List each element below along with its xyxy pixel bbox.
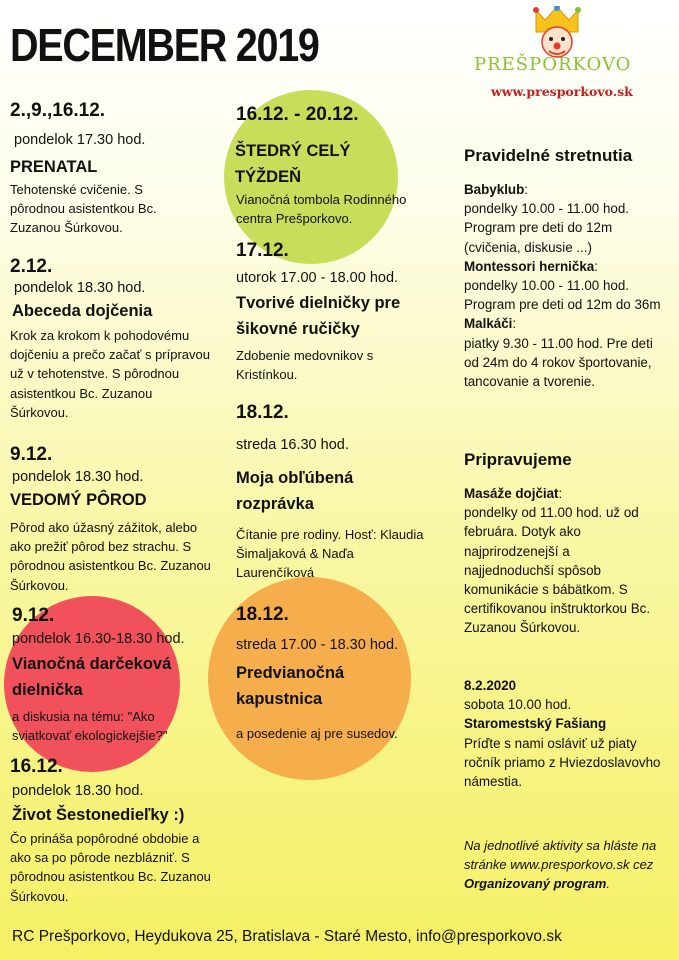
malkaci-label: Malkáči (464, 316, 513, 332)
event-date: 9.12. (10, 444, 53, 465)
event-description: Vianočná tombola Rodinného centra Prešporkovo. (236, 192, 407, 227)
event-heading: ŠTEDRÝ CELÝ TÝŽDEŇ (235, 142, 351, 186)
masaze-text: pondelky od 11.00 hod. už od februára. Dotyk ako najprirodzenejší a najjednoduchší spôsob komunikácie s bábätkom. S certifikovanou inštruktorkou Bc. Zuzanou Šúrkovou. (464, 505, 651, 636)
malkaci-item: Malkáči: piatky 9.30 - 11.00 hod. Pre deti od 24m do 4 rokov športovanie, tancovanie a tvorenie. (464, 316, 653, 390)
fasiang-title: Staromestský Fašiang (464, 716, 607, 732)
event-description: Pôrod ako úžasný zážitok, alebo ako prežiť pôrod bez strachu. S pôrodnou asistentkou Bc. Zuzanou Šúrkovou. (10, 520, 211, 593)
logo-name: PREŠPORKOVO (474, 54, 632, 75)
event-heading: Moja obľúbená rozprávka (236, 469, 354, 513)
event-heading: Život Šestonedieľky :) (12, 806, 185, 824)
event-heading: Vianočná darčeková dielnička (12, 655, 172, 699)
page-title: DECEMBER 2019 (10, 19, 319, 71)
event-description: a posedenie aj pre susedov. (236, 726, 398, 741)
event-heading: Tvorivé dielničky pre šikovné ručičky (236, 294, 401, 338)
regular-meetings-list (464, 180, 669, 391)
montessori-text: pondelky 10.00 - 11.00 hod. Program pre deti od 12m do 36m (464, 278, 661, 313)
masaze-label: Masáže dojčiat (464, 486, 559, 501)
event-time: pondelok 17.30 hod. (14, 132, 146, 148)
babyklub-label: Babyklub (464, 182, 525, 197)
footer-contact: RC Prešporkovo, Heydukova 25, Bratislava - Staré Mesto, info@presporkovo.sk (12, 928, 562, 945)
event-date: 9.12. (12, 605, 55, 626)
fasiang-text: Príďte s nami osláviť už piaty ročník priamo z Hviezdoslavovho námestia. (464, 735, 661, 790)
fasiang-time: sobota 10.00 hod. (464, 697, 572, 713)
event-time: pondelok 18.30 hod. (12, 783, 144, 799)
event-date: 17.12. (236, 240, 289, 261)
babyklub-text: pondelky 10.00 - 11.00 hod. Program pre deti do 12m (cvičenia, diskusie ...) (464, 201, 630, 255)
event-date: 18.12. (236, 402, 289, 423)
montessori-item: Montessori hernička: pondelky 10.00 - 11.00 hod. Program pre deti od 12m do 36m (464, 258, 661, 313)
event-time: pondelok 18.30 hod. (14, 280, 146, 296)
event-heading: Predvianočná kapustnica (236, 664, 345, 708)
event-time: streda 17.00 - 18.30 hod. (236, 637, 399, 653)
event-description: Krok za krokom k pohodovému dojčeniu a prečo začať s prípravou už v tehotenstve. S pôrodnou asistentkou Bc. Zuzanou Šúrkovou. (10, 328, 210, 420)
malkaci-text: piatky 9.30 - 11.00 hod. Pre deti od 24m do 4 rokov športovanie, tancovanie a tvorenie. (464, 335, 653, 390)
event-date: 16.12. (10, 756, 63, 777)
fasiang-date: 8.2.2020 (464, 678, 517, 693)
event-heading: VEDOMÝ PÔROD (10, 491, 147, 509)
event-date: 2.,9.,16.12. (10, 100, 106, 121)
event-date: 16.12. - 20.12. (236, 104, 359, 125)
montessori-label: Montessori hernička (464, 258, 595, 274)
event-description: a diskusia na tému: "Ako sviatkovať ekologickejšie?" (12, 709, 168, 744)
event-heading: Abeceda dojčenia (12, 302, 153, 320)
event-date: 18.12. (236, 604, 289, 625)
event-time: pondelok 18.30 hod. (12, 469, 144, 485)
event-description: Čítanie pre rodiny. Hosť: Klaudia Šimaljaková & Naďa Laurenčíková (236, 527, 424, 581)
upcoming-fasiang (464, 676, 664, 791)
regular-meetings-title: Pravidelné stretnutia (464, 146, 633, 165)
note-suffix: . (606, 876, 610, 891)
event-time: pondelok 16.30-18.30 hod. (12, 631, 185, 647)
upcoming-title: Pripravujeme (464, 450, 572, 469)
registration-note (464, 836, 669, 893)
event-description: Tehotenské cvičenie. S pôrodnou asistentkou Bc. Zuzanou Šúrkovou. (10, 182, 157, 236)
organized-program-link[interactable]: Organizovaný program (464, 876, 607, 891)
event-time: utorok 17.00 - 18.00 hod. (236, 270, 399, 286)
babyklub-item: Babyklub: pondelky 10.00 - 11.00 hod. Program pre deti do 12m (cvičenia, diskusie ...) (464, 182, 630, 255)
event-date: 2.12. (10, 256, 53, 277)
crown-clown-logo-icon (530, 6, 584, 60)
upcoming-masaze: Masáže dojčiat: pondelky od 11.00 hod. už od februára. Dotyk ako najprirodzenejší a najjednoduchší spôsob komunikácie s bábätkom. S certifikovanou inštruktorkou Bc. Zuzanou Šúrkovou. (464, 486, 651, 636)
event-description: Zdobenie medovnikov s Kristínkou. (236, 348, 374, 383)
event-description: Čo prináša popôrodné obdobie a ako sa po pôrode nezblázniť. S pôrodnou asistentkou Bc. Zuzanou Šúrkovou. (10, 831, 211, 904)
event-heading: PRENATAL (10, 158, 98, 176)
event-time: streda 16.30 hod. (236, 437, 349, 453)
logo-url[interactable]: www.presporkovo.sk (491, 84, 633, 99)
note-text: Na jednotlivé aktivity sa hláste na stránke www.presporkovo.sk cez (464, 838, 657, 872)
